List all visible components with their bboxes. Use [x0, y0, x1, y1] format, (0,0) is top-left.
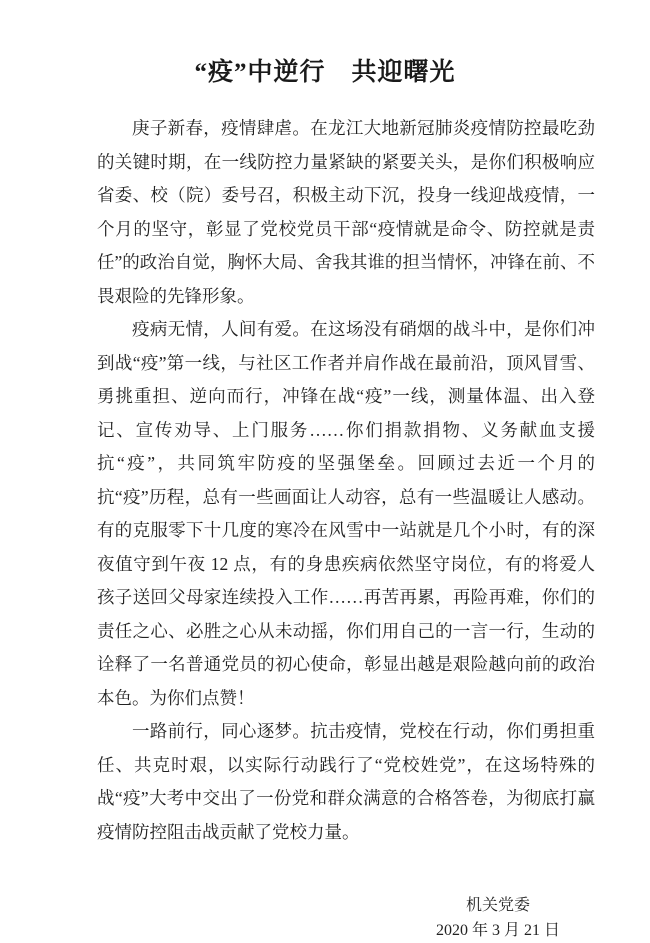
- paragraph-1: 庚子新春，疫情肆虐。在龙江大地新冠肺炎疫情防控最吃劲的关键时期，在一线防控力量紧缺的紧要关头，是你们积极响应省委、校（院）委号召，积极主动下沉，投身一线迎战疫情，一个月的坚守，彰显了党校党员干部“疫情就是命令、防控就是责任”的政治自觉，胸怀大局、舍我其谁的担当情怀，冲锋在前、不畏艰险的先锋形象。: [97, 118, 595, 306]
- paragraph-3: 一路前行，同心逐梦。抗击疫情，党校在行动，你们勇担重任、共克时艰，以实际行动践行了“党校姓党”，在这场特殊的战“疫”大考中交出了一份党和群众满意的合格答卷，为彻底打赢疫情防控阻击战贡献了党校力量。: [97, 721, 595, 842]
- signature-block: [436, 893, 560, 943]
- paragraph-2: 疫病无情，人间有爱。在这场没有硝烟的战斗中，是你们冲到战“疫”第一线，与社区工作者并肩作战在最前沿，顶风冒雪、勇挑重担、逆向而行，冲锋在战“疫”一线，测量体温、出入登记、宣传劝导、上门服务……你们捐款捐物、义务献血支援抗“疫”，共同筑牢防疫的坚强堡垒。回顾过去近一个月的抗“疫”历程，总有一些画面让人动容，总有一些温暖让人感动。有的克服零下十几度的寒冷在风雪中一站就是几个小时，有的深夜值守到午夜 12 点，有的身患疾病依然坚守岗位，有的将爱人孩子送回父母家连续投入工作……再苦再累，再险再难，你们的责任之心、必胜之心从未动摇，你们用自己的一言一行，生动的诠释了一名普通党员的初心使命，彰显出越是艰险越向前的政治本色。为你们点赞！: [97, 319, 595, 708]
- signature-author: 机关党委: [465, 897, 530, 914]
- document-body: [97, 112, 595, 849]
- document-title: “疫”中逆行 共迎曙光: [194, 59, 456, 86]
- signature-date: 2020 年 3 月 21 日: [435, 922, 560, 939]
